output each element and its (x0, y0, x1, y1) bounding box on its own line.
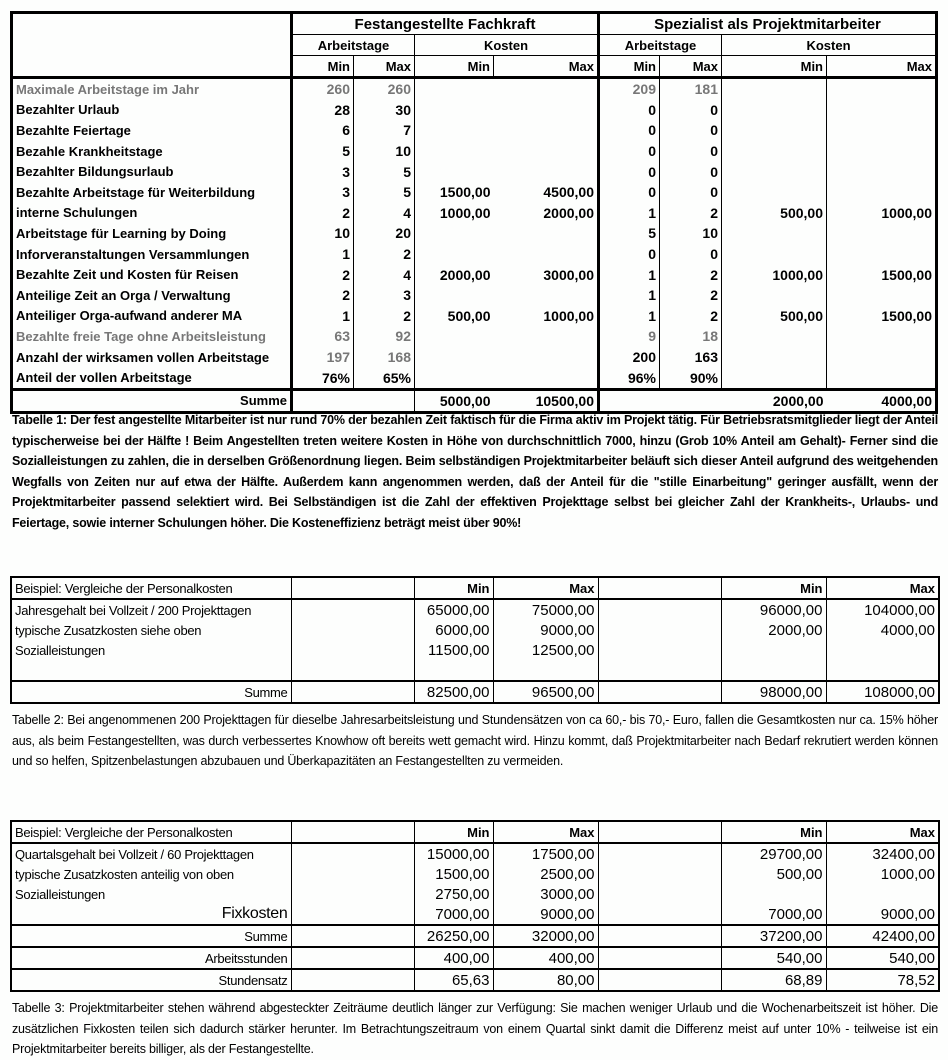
cell-value: 10 (660, 223, 722, 244)
cell-value (494, 141, 599, 162)
cell-value: 0 (660, 182, 722, 203)
cell-value (722, 223, 827, 244)
col-header-min: Min (292, 56, 354, 78)
col-header-max: Max (827, 56, 937, 78)
rate-value: 68,89 (721, 969, 826, 991)
cell-value (721, 884, 826, 904)
cell-value (722, 326, 827, 347)
cell-value: 30 (354, 100, 415, 121)
empty-cell (598, 640, 721, 660)
sum-label: Summe (11, 681, 291, 703)
cell-value: 65% (354, 367, 415, 389)
cell-value (494, 285, 599, 306)
cell-value (415, 326, 494, 347)
rate-value: 65,63 (414, 969, 493, 991)
cell-value (722, 120, 827, 141)
hours-value: 400,00 (493, 947, 598, 969)
hours-value: 540,00 (721, 947, 826, 969)
cell-value: 2 (292, 264, 354, 285)
row-label: Inforveranstaltungen Versammlungen (16, 246, 250, 262)
cell-value: 7000,00 (414, 904, 493, 925)
cell-value: 76% (292, 367, 354, 389)
col-header-max: Max (493, 821, 598, 843)
cell-value (827, 285, 937, 306)
cell-value: 4 (354, 264, 415, 285)
cell-value (415, 244, 494, 265)
cell-value: 9000,00 (493, 904, 598, 925)
row-label: Bezahlter Urlaub (16, 102, 120, 118)
empty-cell (291, 969, 414, 991)
cell-value: 96% (599, 367, 660, 389)
empty-cell (291, 864, 414, 884)
empty-cell (598, 864, 721, 884)
cell-value (721, 660, 826, 681)
table-row (11, 864, 939, 884)
cell-value: 260 (292, 78, 354, 100)
cell-value (494, 347, 599, 368)
cell-value: 0 (599, 161, 660, 182)
col-header-min: Min (414, 577, 493, 599)
cell-value: 2 (660, 203, 722, 224)
row-label: Anteilige Zeit an Orga / Verwaltung (16, 287, 231, 303)
col-header-min: Min (721, 821, 826, 843)
table-row (11, 620, 939, 640)
cell-value (827, 141, 937, 162)
row-label: Bezahlte freie Tage ohne Arbeitsleistung (16, 328, 266, 344)
table-row (12, 223, 937, 244)
cell-value: 0 (599, 120, 660, 141)
cell-value: 9000,00 (493, 620, 598, 640)
empty-cell (598, 620, 721, 640)
cell-value: 63 (292, 326, 354, 347)
row-label: Sozialleistungen (15, 886, 105, 902)
row-label: Bezahlte Feiertage (16, 122, 131, 138)
cell-value: 1500,00 (415, 182, 494, 203)
cell-value (722, 347, 827, 368)
cell-value: 1 (599, 285, 660, 306)
table-row (12, 285, 937, 306)
hours-label: Arbeitsstunden (11, 947, 291, 969)
empty-cell (598, 947, 721, 969)
cell-value (415, 347, 494, 368)
cell-value: 1 (292, 306, 354, 327)
cell-value: 2 (354, 306, 415, 327)
cell-value: 2 (292, 285, 354, 306)
cell-value (722, 367, 827, 389)
row-label: typische Zusatzkosten anteilig von oben (15, 866, 234, 882)
empty-cell (598, 660, 721, 681)
sum-value: 2000,00 (722, 389, 827, 412)
row-label: Sozialleistungen (15, 642, 105, 658)
col-header-max: Max (354, 56, 415, 78)
cell-value: 4000,00 (826, 620, 939, 640)
cell-value: 0 (660, 141, 722, 162)
cell-value: 0 (599, 100, 660, 121)
cell-value: 28 (292, 100, 354, 121)
cell-value (494, 120, 599, 141)
cell-value (827, 120, 937, 141)
cell-value (826, 660, 939, 681)
col-header-min: Min (721, 577, 826, 599)
cell-value: 15000,00 (414, 843, 493, 864)
cell-value: 11500,00 (414, 640, 493, 660)
cell-value: 7 (354, 120, 415, 141)
row-label: Anteiliger Orga-aufwand anderer MA (16, 308, 243, 324)
cell-value (722, 285, 827, 306)
cell-value: 6000,00 (414, 620, 493, 640)
rate-label: Stundensatz (218, 972, 288, 988)
subheader-arbeitstage: Arbeitstage (599, 35, 722, 56)
row-label: Arbeitstage für Learning by Doing (16, 225, 227, 241)
cell-value: 10 (292, 223, 354, 244)
sum-value: 5000,00 (415, 389, 494, 412)
row-label: Quartalsgehalt bei Vollzeit / 60 Projekttagen (15, 846, 254, 862)
empty-cell (291, 904, 414, 925)
cell-value: 75000,00 (493, 599, 598, 620)
table-row (12, 141, 937, 162)
cell-value (415, 161, 494, 182)
cell-value: 209 (599, 78, 660, 100)
cell-value (827, 367, 937, 389)
col-header-min: Min (414, 821, 493, 843)
table-row (12, 161, 937, 182)
cell-value (722, 161, 827, 182)
empty-cell (291, 884, 414, 904)
cell-value (827, 78, 937, 100)
table-row (11, 904, 939, 925)
empty-cell (598, 577, 721, 599)
col-header-min: Min (599, 56, 660, 78)
table-row (12, 367, 937, 389)
cell-value: 32400,00 (826, 843, 939, 864)
cell-value: 181 (660, 78, 722, 100)
sum-value: 26250,00 (414, 925, 493, 947)
cell-value: 260 (354, 78, 415, 100)
row-label: Bezahlte Zeit und Kosten für Reisen (16, 267, 239, 283)
subheader-kosten: Kosten (415, 35, 599, 56)
cell-value: 3 (292, 182, 354, 203)
cost-comparison-table-2 (10, 576, 940, 704)
cell-value: 3000,00 (493, 884, 598, 904)
cell-value: 96000,00 (721, 599, 826, 620)
row-label: Anteil der vollen Arbeitstage (16, 370, 192, 386)
empty-cell (598, 904, 721, 925)
col-header-min: Min (722, 56, 827, 78)
table-row (12, 100, 937, 121)
cell-value: 2000,00 (543, 204, 594, 221)
cell-value: 2 (292, 203, 354, 224)
table-row (12, 347, 937, 368)
empty-cell (291, 660, 414, 681)
empty-cell (291, 947, 414, 969)
cell-value (827, 182, 937, 203)
cell-value: 0 (599, 141, 660, 162)
cell-value: 2000,00 (721, 620, 826, 640)
sum-value: 10500,00 (494, 389, 599, 412)
cell-value: 500,00 (721, 864, 826, 884)
empty-cell (292, 389, 415, 412)
cost-comparison-table-1 (10, 11, 938, 414)
cell-value: 168 (354, 347, 415, 368)
cell-value (827, 244, 937, 265)
cell-value: 2 (354, 244, 415, 265)
cell-value (414, 660, 493, 681)
cell-value: 4500,00 (543, 184, 594, 201)
cell-value: 5 (354, 161, 415, 182)
cell-value: 0 (660, 120, 722, 141)
table-row (12, 326, 937, 347)
col-header-max: Max (660, 56, 722, 78)
cell-value: 4 (354, 203, 415, 224)
row-label: Bezahle Krankheitstage (16, 143, 163, 159)
cell-value (721, 640, 826, 660)
cell-value: 1500,00 (827, 306, 937, 327)
cell-value: 1000,00 (826, 864, 939, 884)
sum-value: 32000,00 (493, 925, 598, 947)
empty-cell (598, 681, 721, 703)
empty-cell (291, 821, 414, 843)
table-row (11, 640, 939, 660)
cell-value: 0 (599, 244, 660, 265)
cell-value: 5 (292, 141, 354, 162)
rate-value: 78,52 (826, 969, 939, 991)
row-label: Fixkosten (221, 905, 288, 922)
row-label: typische Zusatzkosten siehe oben (15, 622, 202, 638)
cell-value (415, 78, 494, 100)
empty-cell (598, 821, 721, 843)
sum-label: Summe (12, 389, 292, 412)
sum-value: 37200,00 (721, 925, 826, 947)
cell-value: 500,00 (415, 306, 494, 327)
sum-value: 108000,00 (826, 681, 939, 703)
cell-value: 2000,00 (415, 264, 494, 285)
cell-value (494, 244, 599, 265)
cell-value (827, 161, 937, 182)
cell-value (722, 244, 827, 265)
table-row (11, 843, 939, 864)
cell-value: 18 (660, 326, 722, 347)
cell-value (415, 223, 494, 244)
cell-value: 1000,00 (415, 203, 494, 224)
cell-value: 2750,00 (414, 884, 493, 904)
table-row (12, 78, 937, 100)
row-label: Maximale Arbeitstage im Jahr (16, 81, 200, 97)
cell-value: 0 (660, 100, 722, 121)
cell-value: 1000,00 (722, 264, 827, 285)
col-header-max: Max (826, 821, 939, 843)
cell-value: 1500,00 (414, 864, 493, 884)
cell-value: 12500,00 (493, 640, 598, 660)
cell-value: 104000,00 (826, 599, 939, 620)
cell-value: 10 (354, 141, 415, 162)
table-row (12, 203, 937, 224)
cell-value (415, 141, 494, 162)
table2-description: Tabelle 2: Bei angenommenen 200 Projekttagen für dieselbe Jahresarbeitsleistung und Stundensätzen von ca 60,- bis 70,- Euro, fallen die Gesamtkosten nur ca. 15% höher aus, als beim Festangestellten, was durch verbessertes Knowhow oft bereits wett gemacht wird. Hinzu kommt, daß Projektmitarbeiter nach Bedarf rekrutiert werden können und so helfen, Spitzenbelastungen abzubauen und Überkapazitäten an Festangestellten zu vermeiden. (12, 713, 938, 769)
sum-value: 98000,00 (721, 681, 826, 703)
table-row (12, 264, 937, 285)
cell-value: 2 (660, 306, 722, 327)
cell-value: 2 (660, 285, 722, 306)
cell-value (722, 100, 827, 121)
cell-value (827, 100, 937, 121)
empty-cell (599, 389, 722, 412)
cell-value: 1 (292, 244, 354, 265)
col-header-max: Max (494, 56, 599, 78)
cell-value: 500,00 (722, 306, 827, 327)
cell-value (494, 161, 599, 182)
cell-value (493, 660, 598, 681)
table-row (12, 244, 937, 265)
cell-value: 163 (660, 347, 722, 368)
cell-value: 1 (599, 203, 660, 224)
corner-cell (12, 13, 292, 78)
empty-cell (291, 599, 414, 620)
cell-value: 5 (354, 182, 415, 203)
empty-cell (598, 925, 721, 947)
table-row (11, 884, 939, 904)
row-label: Bezahlte Arbeitstage für Weiterbildung (16, 184, 256, 200)
cell-value: 9000,00 (826, 904, 939, 925)
cell-value (494, 223, 599, 244)
table-row (12, 306, 937, 327)
cell-value: 7000,00 (721, 904, 826, 925)
cell-value (494, 367, 599, 389)
row-label: interne Schulungen (16, 205, 138, 221)
cell-value: 65000,00 (414, 599, 493, 620)
cell-value: 9 (599, 326, 660, 347)
cell-value (722, 182, 827, 203)
cell-value: 90% (660, 367, 722, 389)
cell-value (827, 326, 937, 347)
cell-value: 1500,00 (827, 264, 937, 285)
empty-cell (291, 577, 414, 599)
cell-value: 3000,00 (543, 266, 594, 283)
empty-cell (291, 640, 414, 660)
empty-cell (291, 681, 414, 703)
sum-value: 42400,00 (826, 925, 939, 947)
table1-description: Tabelle 1: Der fest angestellte Mitarbeiter ist nur rund 70% der bezahlen Zeit faktisch für die Firma aktiv im Projekt tätig. Für Betriebsratsmitglieder liegt der Anteil typischerweise bei der Hälfte ! Beim Angestellten treten weitere Kosten in Höhe von durchschnittlich 7000, hinzu (Grob 10% Anteil am Gehalt)- Ferner sind die Sozialleistungen zu zahlen, die in derselben Größenordnung liegen. Beim selbständigen Projektmitarbeiter beläuft sich dieser Anteil aufgrund des weitgehenden Wegfalls von Zeiten nur auf etwa der Hälfte. Außerdem kann angenommen werden, daß der Anteil für die "stille Einarbeitung" geringer ausfällt, wenn der Projektmitarbeiter passend selektiert wird. Bei Selbständigen ist die Zahl der effektiven Projekttage selbst bei gleicher Zahl der Krankheits-, Urlaubs- und Feiertage, sowie interner Schulungen höher. Die Kosteneffizienz beträgt meist über 90%! (12, 413, 938, 530)
sum-value: 82500,00 (414, 681, 493, 703)
cell-value: 17500,00 (493, 843, 598, 864)
cell-value (722, 141, 827, 162)
rate-value: 80,00 (493, 969, 598, 991)
cell-value: 1 (599, 264, 660, 285)
cell-value: 6 (292, 120, 354, 141)
cell-value (826, 884, 939, 904)
cell-value: 3 (292, 161, 354, 182)
cell-value (415, 285, 494, 306)
sum-label: Summe (11, 925, 291, 947)
cell-value (722, 78, 827, 100)
subheader-arbeitstage: Arbeitstage (292, 35, 415, 56)
cell-value: 5 (599, 223, 660, 244)
cell-value (415, 367, 494, 389)
subheader-kosten: Kosten (722, 35, 937, 56)
empty-cell (291, 925, 414, 947)
row-label: Bezahlter Bildungsurlaub (16, 164, 174, 180)
empty-cell (291, 843, 414, 864)
table3-description: Tabelle 3: Projektmitarbeiter stehen während abgesteckter Zeiträume deutlich länger zur Verfügung: Sie machen weniger Urlaub und die Wochenarbeitszeit ist höher. Die zusätzlichen Fixkosten teilen sich dadurch stärker herunter. Im Betrachtungszeitraum von einem Quartal sinkt damit die Differenz meist auf unter 10% - teilweise ist ein Projektmitarbeiter bereits billiger, als der Festangestellte. (12, 1001, 938, 1057)
cell-value: 197 (292, 347, 354, 368)
cell-value (415, 100, 494, 121)
cell-value: 500,00 (722, 203, 827, 224)
cell-value: 1000,00 (827, 203, 937, 224)
cell-value: 1 (599, 306, 660, 327)
empty-cell (598, 599, 721, 620)
col-header-min: Min (415, 56, 494, 78)
empty-cell (291, 620, 414, 640)
table-title: Beispiel: Vergleiche der Personalkosten (11, 577, 291, 599)
table-title: Beispiel: Vergleiche der Personalkosten (11, 821, 291, 843)
cell-value: 2500,00 (493, 864, 598, 884)
table-row (12, 182, 937, 203)
group-header-festangestellte: Festangestellte Fachkraft (292, 13, 599, 35)
row-label (11, 660, 291, 681)
sum-value: 4000,00 (827, 389, 937, 412)
sum-value: 96500,00 (493, 681, 598, 703)
row-label: Jahresgehalt bei Vollzeit / 200 Projekttagen (15, 602, 252, 618)
cell-value (494, 100, 599, 121)
cell-value: 92 (354, 326, 415, 347)
table-row (12, 120, 937, 141)
cell-value: 20 (354, 223, 415, 244)
cell-value (827, 223, 937, 244)
table-row (11, 660, 939, 681)
cell-value: 0 (599, 182, 660, 203)
col-header-max: Max (493, 577, 598, 599)
table-row (11, 599, 939, 620)
cell-value (826, 640, 939, 660)
cell-value (494, 78, 599, 100)
row-label: Anzahl der wirksamen vollen Arbeitstage (16, 349, 270, 365)
cell-value: 29700,00 (721, 843, 826, 864)
cost-comparison-table-3 (10, 820, 940, 992)
cell-value: 3 (354, 285, 415, 306)
group-header-spezialist: Spezialist als Projektmitarbeiter (599, 13, 937, 35)
cell-value (494, 326, 599, 347)
cell-value: 1000,00 (543, 307, 594, 324)
hours-value: 400,00 (414, 947, 493, 969)
cell-value: 0 (660, 161, 722, 182)
cell-value (827, 347, 937, 368)
cell-value (415, 120, 494, 141)
empty-cell (598, 969, 721, 991)
cell-value: 2 (660, 264, 722, 285)
cell-value: 200 (599, 347, 660, 368)
hours-value: 540,00 (826, 947, 939, 969)
empty-cell (598, 843, 721, 864)
cell-value: 0 (660, 244, 722, 265)
col-header-max: Max (826, 577, 939, 599)
empty-cell (598, 884, 721, 904)
